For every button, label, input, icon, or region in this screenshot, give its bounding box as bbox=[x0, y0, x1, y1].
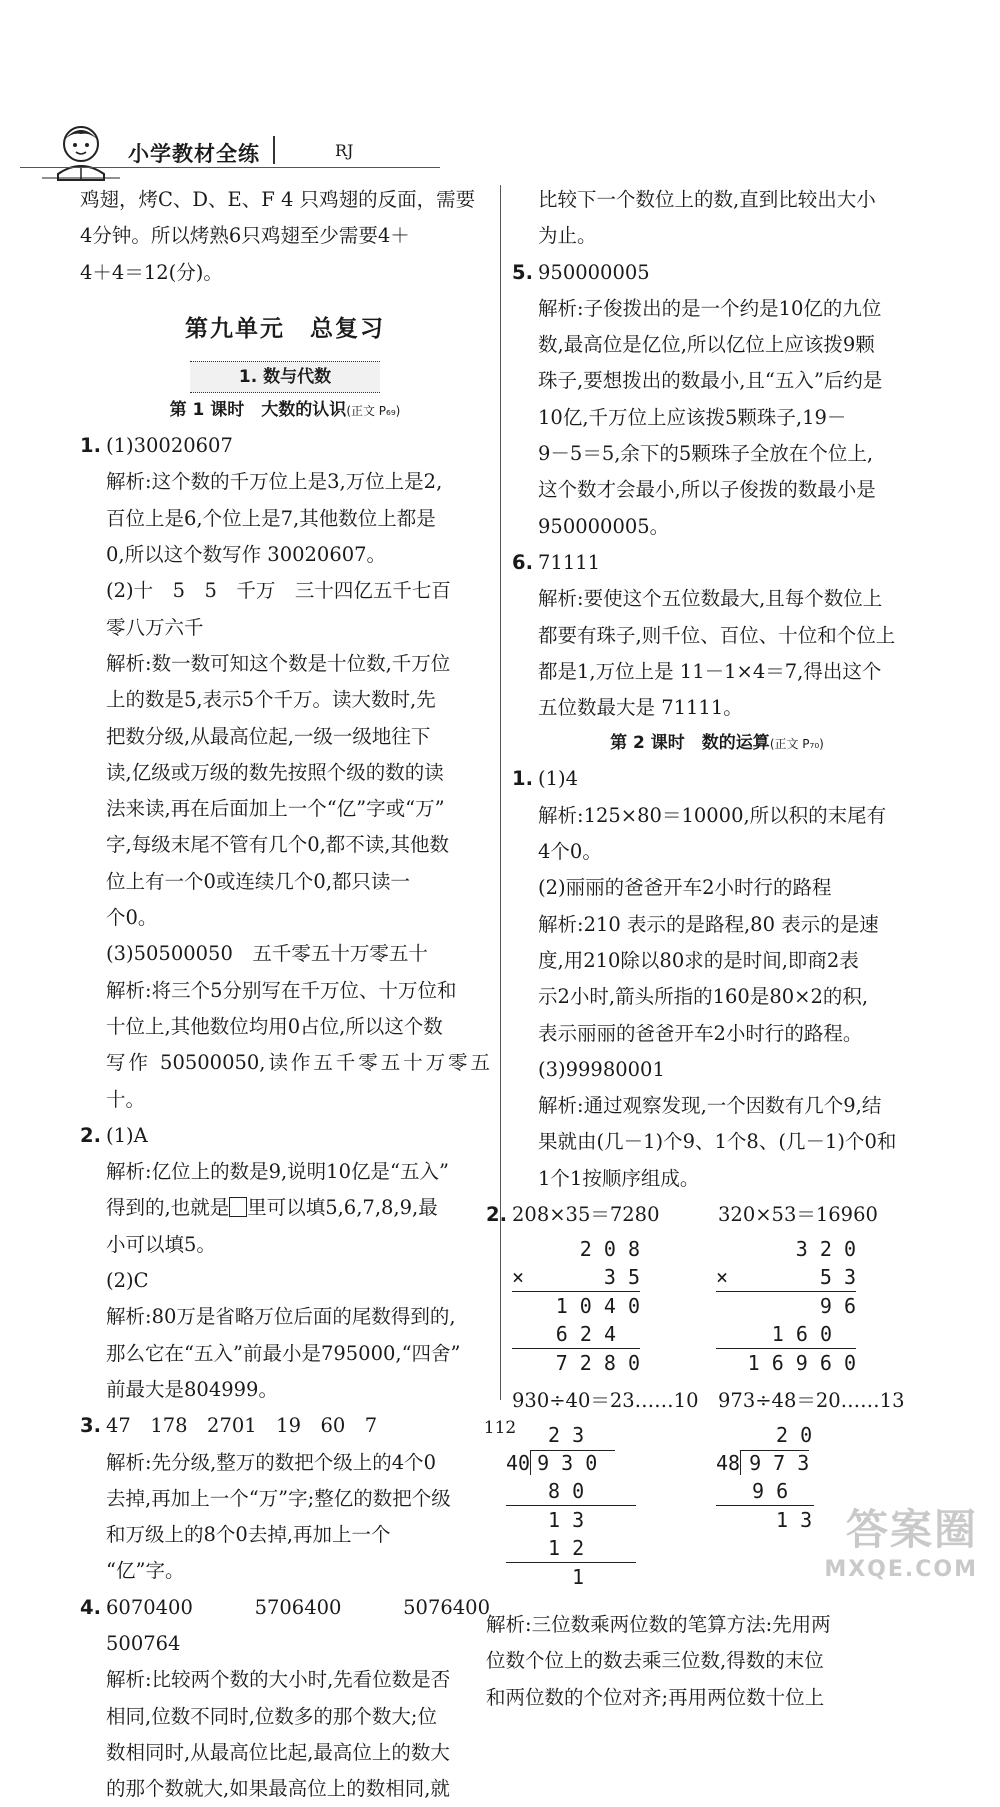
analysis-line: 示2小时,箭头所指的160是80×2的积, bbox=[538, 985, 869, 1009]
analysis-line: 比较下一个数位上的数,直到比较出大小 bbox=[538, 188, 876, 211]
calc-value: 3 5 bbox=[603, 1265, 640, 1290]
text-line: 4＋4＝12(分)。 bbox=[80, 260, 223, 284]
header-rule bbox=[20, 167, 440, 168]
analysis-line: 1个1按顺序组成。 bbox=[538, 1166, 700, 1190]
analysis-line: 读,亿级或万级的数先按照个级的数的读 bbox=[106, 760, 444, 784]
analysis-line: 字,每级末尾不管有几个0,都不读,其他数 bbox=[106, 833, 450, 857]
answer: (3)99980001 bbox=[538, 1057, 665, 1081]
question-number: 1. bbox=[80, 434, 101, 458]
analysis-line: 五位数最大是 71111。 bbox=[538, 696, 743, 720]
calc-value: 1 6 0 bbox=[771, 1322, 832, 1347]
divisor: 40 bbox=[506, 1451, 531, 1476]
dividend: 9 3 0 bbox=[530, 1450, 615, 1475]
analysis-line: 个0。 bbox=[106, 906, 158, 930]
question-number: 6. bbox=[512, 550, 533, 574]
header-separator bbox=[273, 136, 275, 164]
page-number: 112 bbox=[483, 1418, 517, 1438]
question-4 bbox=[80, 1590, 510, 1807]
answer: 950000005 bbox=[538, 260, 650, 284]
calc-row bbox=[716, 1320, 856, 1349]
analysis-line: 解析:210 表示的是路程,80 表示的是速 bbox=[538, 912, 879, 936]
analysis-line: 数相同时,从最高位比起,最高位上的数大 bbox=[106, 1740, 450, 1764]
analysis-line: 那么它在“五入”前最小是795000,“四舍” bbox=[106, 1341, 461, 1365]
question-number: 3. bbox=[80, 1414, 101, 1438]
analysis-text: 得到的,也就是 bbox=[106, 1196, 230, 1220]
question-number: 1. bbox=[512, 767, 533, 791]
analysis-line: 解析:这个数的千万位上是3,万位上是2, bbox=[106, 470, 443, 494]
analysis-line: 都是1,万位上是 11－1×4＝7,得出这个 bbox=[538, 659, 882, 683]
analysis-line: 法来读,再在后面加上一个“亿”字或“万” bbox=[106, 797, 445, 821]
question-number: 4. bbox=[80, 1595, 101, 1619]
calc-row: 2 0 8 bbox=[579, 1237, 640, 1262]
question-number: 2. bbox=[80, 1123, 101, 1147]
lesson-title bbox=[80, 393, 490, 428]
analysis-line: 解析:先分级,整万的数把个级上的4个0 bbox=[106, 1450, 437, 1474]
calc-row bbox=[716, 1263, 856, 1292]
analysis-line: 解析:80万是省略万位后面的尾数得到的, bbox=[106, 1305, 456, 1329]
analysis-line: 果就由(几－1)个9、1个8、(几－1)个0和 bbox=[538, 1130, 897, 1154]
analysis-line: 去掉,再加上一个“万”字;整亿的数把个级 bbox=[106, 1486, 451, 1510]
analysis-line: “亿”字。 bbox=[106, 1559, 185, 1583]
lesson-ref: (正文 P₆₉) bbox=[346, 404, 401, 419]
analysis-line: 的那个数就大,如果最高位上的数相同,就 bbox=[106, 1777, 450, 1801]
times-sign: × bbox=[716, 1265, 729, 1290]
calc-row: 7 2 8 0 bbox=[555, 1351, 640, 1376]
question-6 bbox=[512, 545, 922, 726]
division-row bbox=[716, 1449, 846, 1477]
answer: (2)丽丽的爸爸开车2小时行的路程 bbox=[538, 876, 832, 900]
analysis-line: 位数个位上的数去乘三位数,得数的末位 bbox=[486, 1649, 824, 1673]
calc-row: 1 3 bbox=[776, 1508, 813, 1533]
text-line: 4分钟。所以烤熟6只鸡翅至少需要4＋ bbox=[80, 224, 410, 248]
unit-title: 第九单元 总复习 bbox=[185, 314, 385, 342]
analysis-text: 里可以填5,6,7,8,9,最 bbox=[247, 1196, 438, 1220]
analysis-line: 解析:数一数可知这个数是十位数,千万位 bbox=[106, 651, 451, 675]
analysis-line: 解析:三位数乘两位数的笔算方法:先用两 bbox=[486, 1613, 831, 1637]
quotient: 2 3 bbox=[548, 1423, 585, 1448]
answer: (1)30020607 bbox=[106, 434, 233, 458]
question-2 bbox=[80, 1118, 490, 1408]
calc-row bbox=[512, 1320, 640, 1349]
equation: 208×35＝7280 bbox=[512, 1203, 660, 1227]
calc-value: 5 3 bbox=[819, 1265, 856, 1290]
times-sign: × bbox=[512, 1265, 525, 1290]
analysis-line: 4个0。 bbox=[538, 840, 602, 864]
analysis-line: 这个数才会最小,所以子俊拨的数最小是 bbox=[538, 478, 876, 502]
blank-box-icon bbox=[229, 1197, 247, 1217]
question-5 bbox=[512, 255, 922, 545]
analysis-line: 和两位数的个位对齐;再用两位数十位上 bbox=[486, 1685, 825, 1709]
page-header bbox=[20, 118, 450, 174]
analysis-line: 解析:125×80＝10000,所以积的末尾有 bbox=[538, 803, 887, 827]
analysis-line: 解析:将三个5分别写在千万位、十万位和 bbox=[106, 978, 457, 1002]
analysis-line: 都要有珠子,则千位、百位、十位和个位上 bbox=[538, 623, 896, 647]
calc-row: 1 6 9 6 0 bbox=[747, 1351, 856, 1376]
equation: 930÷40＝23……10 bbox=[512, 1389, 699, 1413]
analysis-line: 表示丽丽的爸爸开车2小时行的路程。 bbox=[538, 1021, 863, 1045]
analysis-line: 把数分级,从最高位起,一级一级地往下 bbox=[106, 724, 431, 748]
answer: (3)50500050 五千零五十万零五十 bbox=[106, 942, 428, 966]
answer: (1)A bbox=[106, 1123, 148, 1147]
section-title: 1. 数与代数 bbox=[190, 361, 380, 393]
analysis-line: 10亿,千万位上应该拨5颗珠子,19－ bbox=[538, 405, 847, 429]
analysis-line: 珠子,要想拨出的数最小,且“五入”后约是 bbox=[538, 369, 883, 393]
calc-row: 1 0 4 0 bbox=[555, 1294, 640, 1319]
divisor: 48 bbox=[716, 1451, 741, 1476]
edition-label: RJ bbox=[335, 141, 354, 160]
analysis-line: 小可以填5。 bbox=[106, 1232, 216, 1256]
vertical-multiplication-2 bbox=[716, 1235, 856, 1377]
analysis-line: 解析:子俊拨出的是一个约是10亿的九位 bbox=[538, 296, 882, 320]
analysis-line: 位上有一个0或连续几个0,都只读一 bbox=[106, 869, 411, 893]
question-number: 2. bbox=[486, 1203, 507, 1227]
calc-row: 3 2 0 bbox=[795, 1237, 856, 1262]
analysis-line: 为止。 bbox=[538, 224, 597, 248]
r-question-1 bbox=[512, 761, 922, 1197]
calc-row: 9 6 bbox=[819, 1294, 856, 1319]
quotient: 2 0 bbox=[776, 1423, 813, 1448]
vertical-multiplication-1 bbox=[512, 1235, 640, 1377]
watermark-logo-text: 答案圈 bbox=[845, 1505, 978, 1554]
lesson-ref: (正文 P₇₀) bbox=[769, 737, 824, 752]
analysis-line: 解析:亿位上的数是9,说明10亿是“五入” bbox=[106, 1160, 449, 1184]
analysis-line: 写作 50500050,读作五千零五十万零五十。 bbox=[106, 1051, 490, 1111]
dividend: 9 7 3 bbox=[740, 1450, 809, 1475]
analysis-line: 数,最高位是亿位,所以亿位上应该拨9颗 bbox=[538, 333, 875, 357]
answer: 47 178 2701 19 60 7 bbox=[106, 1414, 378, 1438]
question-1 bbox=[80, 428, 490, 1118]
equation: 320×53＝16960 bbox=[718, 1203, 878, 1227]
analysis-line bbox=[106, 1190, 490, 1226]
division-row bbox=[506, 1449, 636, 1477]
analysis-line: 十位上,其他数位均用0占位,所以这个数 bbox=[106, 1014, 443, 1038]
question-number: 5. bbox=[512, 260, 533, 284]
analysis-line: 950000005。 bbox=[538, 514, 670, 538]
question-4-continued bbox=[512, 182, 922, 255]
watermark-url: MXQE.COM bbox=[824, 1557, 978, 1582]
analysis-line: 相同,位数不同时,位数多的那个数大;位 bbox=[106, 1704, 437, 1728]
analysis-line: 解析:比较两个数的大小时,先看位数是否 bbox=[106, 1668, 451, 1692]
analysis-line: 和万级上的8个0去掉,再加上一个 bbox=[106, 1523, 391, 1547]
answer: (2)十 5 5 千万 三十四亿五千七百 bbox=[106, 579, 451, 603]
watermark bbox=[824, 1497, 978, 1582]
lesson-name: 第 2 课时 数的运算 bbox=[610, 733, 770, 754]
analysis-line: 9－5＝5,余下的5颗珠子全放在个位上, bbox=[538, 442, 874, 466]
answer: (2)C bbox=[106, 1269, 149, 1293]
lesson-name: 第 1 课时 大数的认识 bbox=[169, 400, 347, 421]
analysis-line: 0,所以这个数写作 30020607。 bbox=[106, 543, 387, 567]
text-line: 鸡翅，烤C、D、E、F 4 只鸡翅的反面，需要 bbox=[80, 188, 476, 211]
analysis-line: 上的数是5,表示5个千万。读大数时,先 bbox=[106, 688, 436, 712]
calc-row: 8 0 bbox=[506, 1477, 636, 1506]
analysis-block bbox=[486, 1607, 922, 1716]
equation: 973÷48＝20……13 bbox=[718, 1389, 905, 1413]
analysis-line: 百位上是6,个位上是7,其他数位上都是 bbox=[106, 506, 436, 530]
calc-row bbox=[512, 1263, 640, 1292]
lesson-title bbox=[512, 726, 922, 761]
calc-row: 1 3 bbox=[548, 1508, 585, 1533]
brand-title: 小学教材全练 bbox=[128, 142, 260, 166]
analysis-line: 前最大是804999。 bbox=[106, 1377, 278, 1401]
calc-row: 1 2 bbox=[506, 1534, 636, 1563]
mascot-icon bbox=[38, 118, 124, 184]
calc-value: 6 2 4 bbox=[555, 1322, 616, 1347]
answer: 6070400 5706400 5076400 500764 bbox=[106, 1595, 510, 1655]
calc-row: 1 bbox=[572, 1565, 585, 1590]
answer: 零八万六千 bbox=[106, 615, 204, 639]
calc-row: 9 6 bbox=[716, 1477, 814, 1506]
analysis-line: 解析:要使这个五位数最大,且每个数位上 bbox=[538, 587, 883, 611]
long-division-1 bbox=[506, 1421, 636, 1591]
analysis-line: 度,用210除以80求的是时间,即商2表 bbox=[538, 948, 859, 972]
analysis-line: 解析:通过观察发现,一个因数有几个9,结 bbox=[538, 1094, 882, 1118]
answer: (1)4 bbox=[538, 767, 579, 791]
answer: 71111 bbox=[538, 550, 601, 574]
